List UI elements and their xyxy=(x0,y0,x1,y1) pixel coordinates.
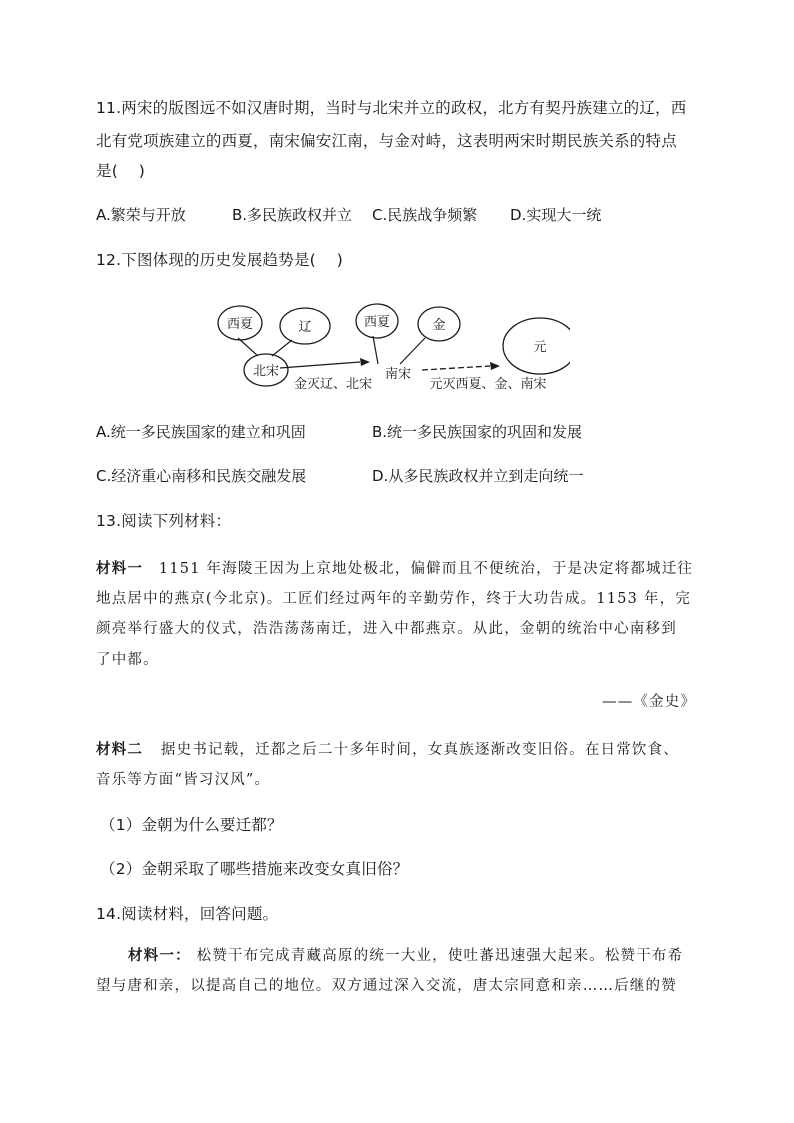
q11-line-3: 是( ) xyxy=(96,162,146,180)
q13-subquestion-2: （2）金朝采取了哪些措施来改变女真旧俗？ xyxy=(100,860,409,878)
q11-option-c[interactable]: C.民族战争频繁 xyxy=(372,206,478,224)
connector-liao-beisong xyxy=(272,340,292,356)
q14-material-1-label: 材料一： xyxy=(128,947,191,964)
arrow-1-label: 金灭辽、北宋 xyxy=(293,377,373,392)
label-liao: 辽 xyxy=(298,320,312,335)
q12-option-d[interactable]: D.从多民族政权并立到走向统一 xyxy=(372,467,584,485)
q11-line-1: 11.两宋的版图远不如汉唐时期，当时与北宋并立的政权，北方有契丹族建立的辽，西 xyxy=(96,99,687,117)
arrow-1-head xyxy=(360,358,370,366)
label-nansong: 南宋 xyxy=(384,367,412,382)
connector-xixia2-nansong xyxy=(373,336,378,364)
arrow-2-head xyxy=(490,362,500,370)
q13-stem: 13.阅读下列材料： xyxy=(96,512,232,530)
regime-diagram xyxy=(210,296,570,401)
label-jin: 金 xyxy=(432,318,446,333)
q13-material-1-line-3: 颜亮举行盛大的仪式，浩浩荡荡南迁，进入中都燕京。从此，金朝的统治中心南移到 xyxy=(96,621,677,637)
q13-material-2-line-1 xyxy=(96,738,679,759)
q12-option-b[interactable]: B.统一多民族国家的巩固和发展 xyxy=(372,423,583,441)
arrow-2 xyxy=(422,366,490,370)
q14-material-1-text-1: 松赞干布完成青藏高原的统一大业，使吐蕃迅速强大起来。松赞干布希 xyxy=(196,948,684,964)
q12-option-c[interactable]: C.经济重心南移和民族交融发展 xyxy=(96,467,307,485)
label-beisong: 北宋 xyxy=(252,364,280,379)
connector-jin-nansong xyxy=(400,338,425,364)
q13-material-2-line-2: 音乐等方面“皆习汉风”。 xyxy=(96,772,271,788)
q13-material-1-line-1 xyxy=(96,557,693,578)
q13-material-1-text-1: 1151 年海陵王因为上京地处极北，偏僻而且不便统治，于是决定将都城迁往 xyxy=(158,561,694,577)
q13-material-2-text-1: 据史书记载，迁都之后二十多年时间，女真族逐渐改变旧俗。在日常饮食、 xyxy=(160,742,680,758)
q12-option-a[interactable]: A.统一多民族国家的建立和巩固 xyxy=(96,423,306,441)
label-xixia-2: 西夏 xyxy=(363,315,391,330)
q12-stem: 12.下图体现的历史发展趋势是( ) xyxy=(96,251,343,269)
q13-material-1-line-2: 地点居中的燕京(今北京)。工匠们经过两年的辛勤劳作，终于大功告成。1153 年，完 xyxy=(96,591,692,607)
connector-xixia-beisong xyxy=(238,338,258,356)
q13-material-1-line-4: 了中都。 xyxy=(96,652,159,668)
q14-stem: 14.阅读材料，回答问题。 xyxy=(96,905,279,923)
q13-subquestion-1: （1）金朝为什么要迁都？ xyxy=(100,816,283,834)
q11-line-2: 北有党项族建立的西夏，南宋偏安江南，与金对峙，这表明两宋时期民族关系的特点 xyxy=(96,132,677,150)
q11-option-b[interactable]: B.多民族政权并立 xyxy=(232,206,353,224)
q14-material-1-line-2: 望与唐和亲，以提高自己的地位。双方通过深入交流，唐太宗同意和亲……后继的赞 xyxy=(96,978,677,994)
arrow-1 xyxy=(280,362,360,368)
label-yuan: 元 xyxy=(533,340,547,355)
label-xixia: 西夏 xyxy=(226,317,254,332)
q14-material-1-line-1 xyxy=(128,944,683,965)
q11-option-d[interactable]: D.实现大一统 xyxy=(510,206,602,224)
q13-material-1-source: ——《金史》 xyxy=(602,694,697,710)
q13-material-1-label: 材料一 xyxy=(96,560,144,577)
q13-material-2-label: 材料二 xyxy=(96,741,144,758)
arrow-2-label: 元灭西夏、金、南宋 xyxy=(429,377,547,392)
q11-option-a[interactable]: A.繁荣与开放 xyxy=(96,206,186,224)
